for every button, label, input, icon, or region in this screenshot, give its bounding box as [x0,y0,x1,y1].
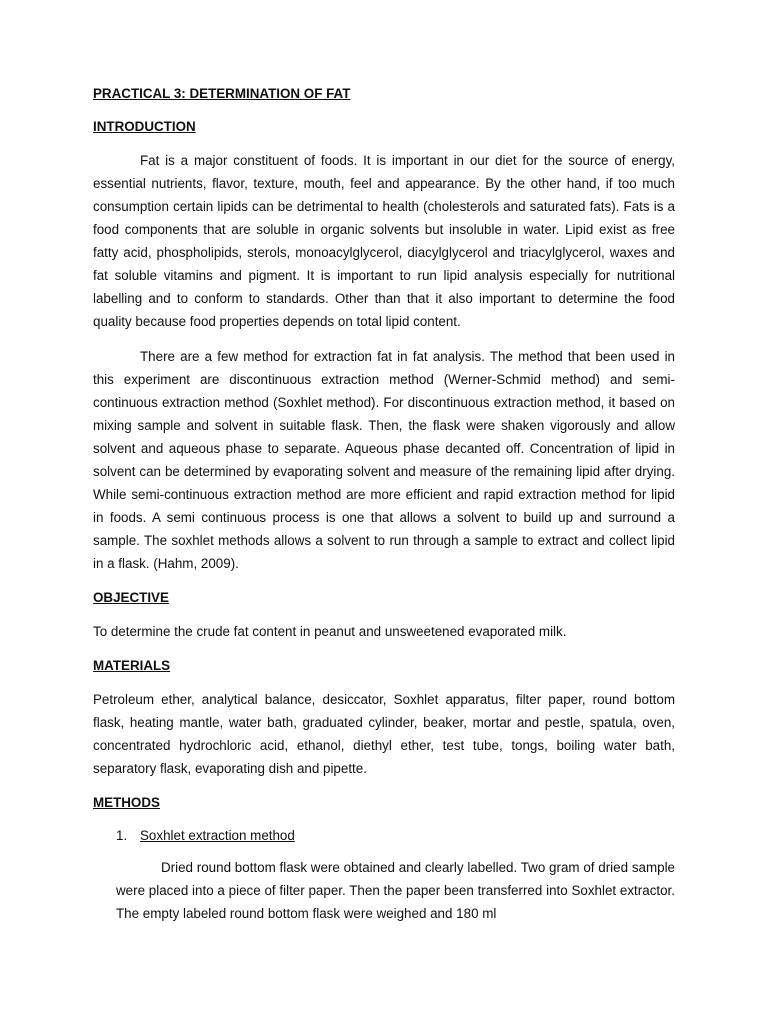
introduction-paragraph-2: There are a few method for extraction fat in fat analysis. The method that been used in this experiment are discontinuous extraction method (Werner-Schmid method) and semi-continuous extraction method (Soxhlet method). For discontinuous extraction method, it based on mixing sample and solvent in suitable flask. Then, the flask were shaken vigorously and allow solvent and aqueous phase to separate. Aqueous phase decanted off. Concentration of lipid in solvent can be determined by evaporating solvent and measure of the remaining lipid after drying. While semi-continuous extraction method are more efficient and rapid extraction method for lipid in foods. A semi continuous process is one that allows a solvent to build up and surround a sample. The soxhlet methods allows a solvent to run through a sample to extract and collect lipid in a flask. (Hahm, 2009). [93,349,675,571]
methods-heading: METHODS [93,795,160,810]
materials-text: Petroleum ether, analytical balance, desiccator, Soxhlet apparatus, filter paper, round bottom flask, heating mantle, water bath, graduated cylinder, beaker, mortar and pestle, spatula, oven, concentrated hydrochloric acid, ethanol, diethyl ether, test tube, tongs, boiling water bath, separatory flask, evaporating dish and pipette. [93,692,675,776]
method-paragraph: Dried round bottom flask were obtained and clearly labelled. Two gram of dried sample were placed into a piece of filter paper. Then the paper been transferred into Soxhlet extractor. The empty labeled round bottom flask were weighed and 180 ml [116,860,675,921]
materials-heading: MATERIALS [93,658,171,673]
introduction-paragraph-1: Fat is a major constituent of foods. It is important in our diet for the source of energy, essential nutrients, flavor, texture, mouth, feel and appearance. By the other hand, if too much consumption certain lipids can be detrimental to health (cholesterols and saturated fats). Fats is a food components that are soluble in organic solvents but insoluble in water. Lipid exist as free fatty acid, phospholipids, sterols, monoacylglycerol, diacylglycerol and triacylglycerol, waxes and fat soluble vitamins and pigment. It is important to run lipid analysis especially for nutritional labelling and to conform to standards. Other than that it also important to determine the food quality because food properties depends on total lipid content. [93,153,675,329]
method-number: 1. [116,828,128,843]
introduction-heading: INTRODUCTION [93,119,196,134]
document-page [93,84,675,925]
method-item [116,826,675,846]
document-title: PRACTICAL 3: DETERMINATION OF FAT [93,86,351,101]
objective-heading: OBJECTIVE [93,590,169,605]
objective-text: To determine the crude fat content in peanut and unsweetened evaporated milk. [93,624,567,639]
method-label: Soxhlet extraction method [140,828,295,843]
